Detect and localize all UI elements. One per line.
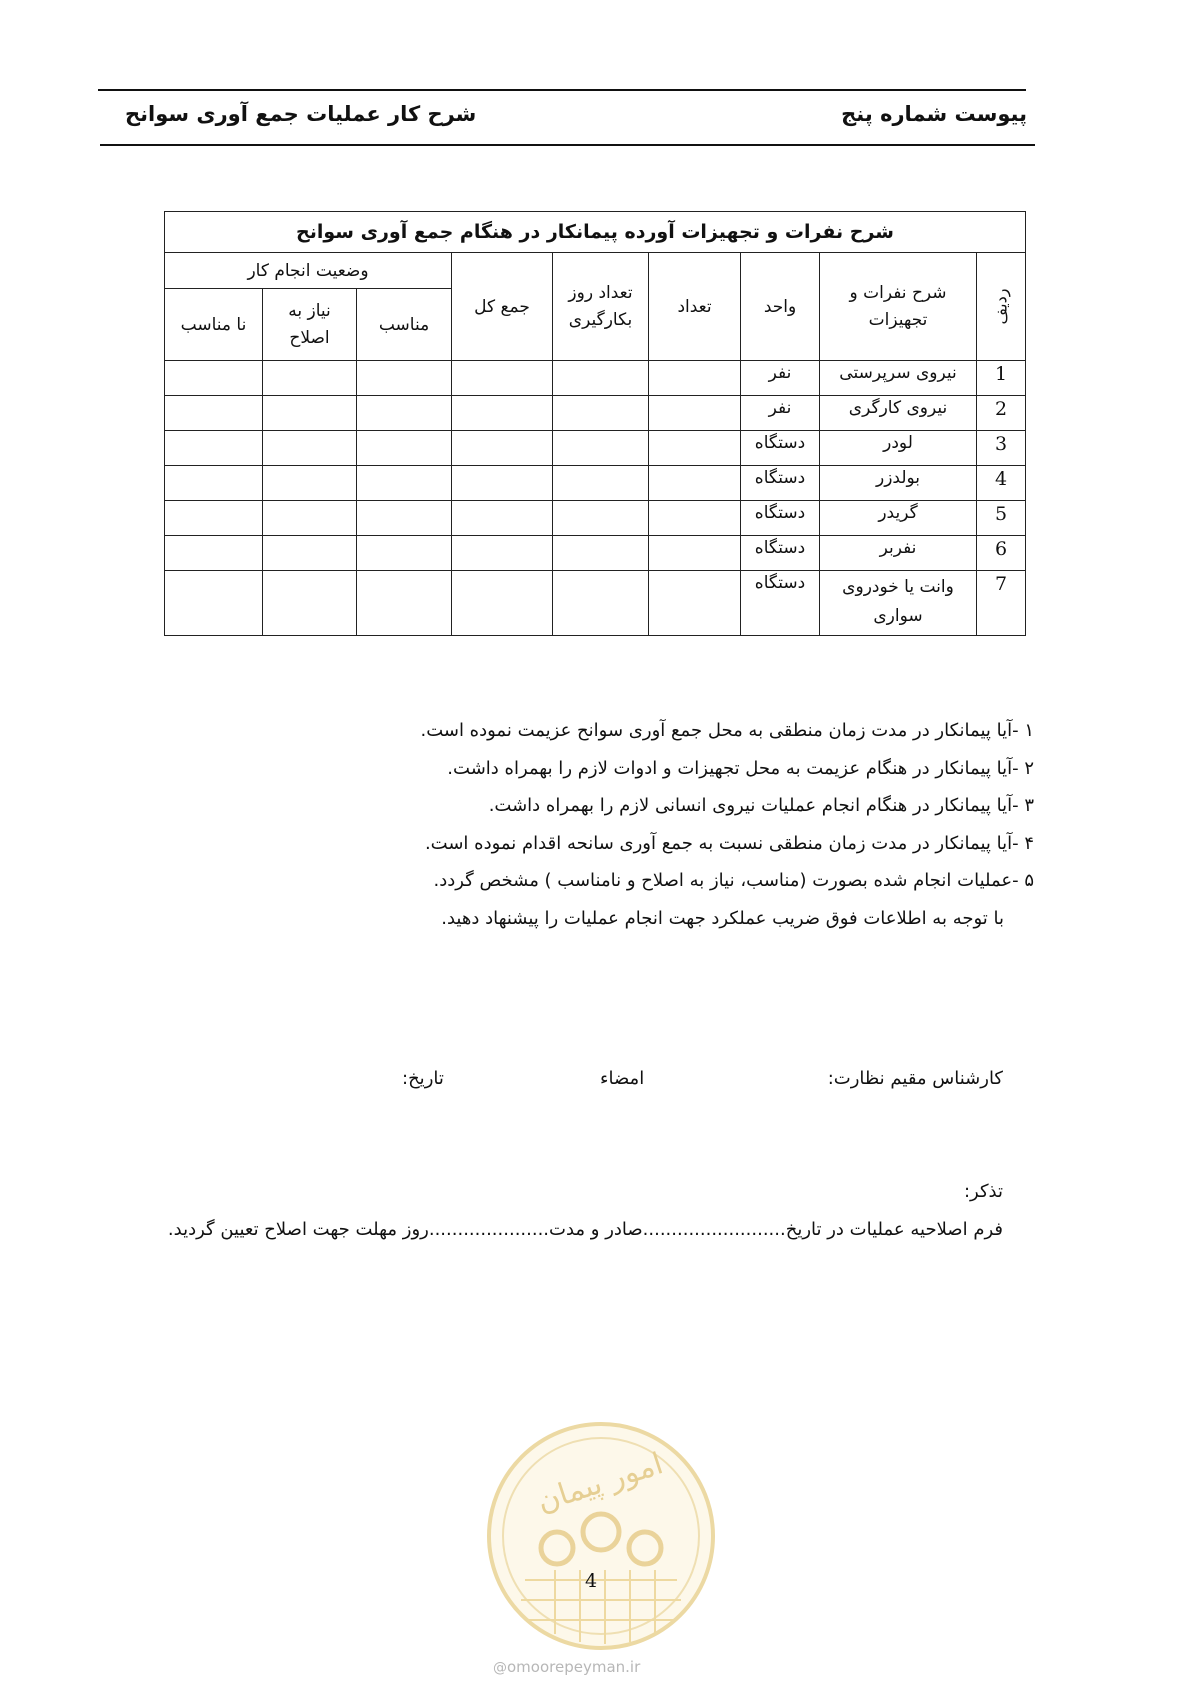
row-total bbox=[452, 431, 553, 466]
row-number: 3 bbox=[977, 431, 1026, 466]
omoore-peyman-seal-logo bbox=[485, 1420, 717, 1652]
note-text: فرم اصلاحیه عملیات در تاریخ.........................صادر و مدت.....................روز مهلت جهت اصلاح تعیین گردید. bbox=[167, 1219, 1003, 1240]
row-total bbox=[452, 571, 553, 636]
row-suitable bbox=[357, 571, 452, 636]
question-list bbox=[420, 712, 1034, 937]
row-description: نفربر bbox=[820, 536, 977, 571]
row-suitable bbox=[357, 431, 452, 466]
header-top-rule bbox=[98, 89, 1026, 91]
row-unsuitable bbox=[165, 571, 263, 636]
table-row bbox=[165, 361, 1026, 396]
row-count bbox=[649, 396, 741, 431]
row-suitable bbox=[357, 361, 452, 396]
row-unsuitable bbox=[165, 501, 263, 536]
column-header-unsuitable: نا مناسب bbox=[165, 289, 263, 361]
header-bottom-rule bbox=[100, 144, 1035, 146]
row-description: لودر bbox=[820, 431, 977, 466]
row-days bbox=[553, 501, 649, 536]
column-header-description: شرح نفرات و تجهیزات bbox=[820, 253, 977, 361]
question-item: ۵ -عملیات انجام شده بصورت (مناسب، نیاز به اصلاح و نامناسب ) مشخص گردد. bbox=[433, 870, 1034, 891]
row-count bbox=[649, 501, 741, 536]
row-needs-fix bbox=[263, 361, 357, 396]
row-count bbox=[649, 431, 741, 466]
row-description: وانت یا خودروی سواری bbox=[820, 571, 977, 636]
column-header-needs-fix: نیاز به اصلاح bbox=[263, 289, 357, 361]
row-number: 5 bbox=[977, 501, 1026, 536]
row-needs-fix bbox=[263, 501, 357, 536]
row-days bbox=[553, 466, 649, 501]
crew-equipment-table bbox=[164, 211, 1026, 636]
row-description: بولدزر bbox=[820, 466, 977, 501]
row-unit: دستگاه bbox=[741, 431, 820, 466]
table-body bbox=[165, 361, 1026, 636]
question-item: ۱ -آیا پیمانکار در مدت زمان منطقی به محل جمع آوری سوانح عزیمت نموده است. bbox=[420, 720, 1034, 741]
table-row bbox=[165, 536, 1026, 571]
row-needs-fix bbox=[263, 571, 357, 636]
row-unsuitable bbox=[165, 536, 263, 571]
row-number: 4 bbox=[977, 466, 1026, 501]
at-icon: @ bbox=[493, 1660, 507, 1676]
note-title: تذکر: bbox=[963, 1181, 1003, 1202]
row-number: 2 bbox=[977, 396, 1026, 431]
row-total bbox=[452, 361, 553, 396]
row-unit: نفر bbox=[741, 396, 820, 431]
row-unit: دستگاه bbox=[741, 501, 820, 536]
row-number: 7 bbox=[977, 571, 1026, 636]
date-label: تاریخ: bbox=[402, 1068, 444, 1089]
row-suitable bbox=[357, 396, 452, 431]
column-header-suitable: مناسب bbox=[357, 289, 452, 361]
row-needs-fix bbox=[263, 431, 357, 466]
row-unit: دستگاه bbox=[741, 466, 820, 501]
row-description: نیروی کارگری bbox=[820, 396, 977, 431]
row-needs-fix bbox=[263, 536, 357, 571]
row-count bbox=[649, 466, 741, 501]
row-description: گریدر bbox=[820, 501, 977, 536]
row-unit: دستگاه bbox=[741, 571, 820, 636]
row-days bbox=[553, 396, 649, 431]
table-row bbox=[165, 396, 1026, 431]
table-row bbox=[165, 431, 1026, 466]
instruction-line: با توجه به اطلاعات فوق ضریب عملکرد جهت انجام عملیات را پیشنهاد دهید. bbox=[441, 907, 1004, 929]
column-header-days: تعداد روز بکارگیری bbox=[553, 253, 649, 361]
row-days bbox=[553, 536, 649, 571]
row-total bbox=[452, 466, 553, 501]
row-unsuitable bbox=[165, 396, 263, 431]
column-header-status-group: وضعیت انجام کار bbox=[165, 253, 452, 289]
row-description: نیروی سرپرستی bbox=[820, 361, 977, 396]
row-total bbox=[452, 536, 553, 571]
question-item: ۲ -آیا پیمانکار در هنگام عزیمت به محل تجهیزات و ادوات لازم را بهمراه داشت. bbox=[447, 757, 1034, 779]
row-unit: دستگاه bbox=[741, 536, 820, 571]
row-number: 6 bbox=[977, 536, 1026, 571]
expert-label: کارشناس مقیم نظارت: bbox=[827, 1068, 1003, 1089]
table-row bbox=[165, 501, 1026, 536]
table-row bbox=[165, 571, 1026, 636]
question-item: ۴ -آیا پیمانکار در مدت زمان منطقی نسبت به جمع آوری سانحه اقدام نموده است. bbox=[424, 832, 1034, 854]
row-total bbox=[452, 396, 553, 431]
appendix-title: پیوست شماره پنج bbox=[841, 102, 1027, 126]
row-unsuitable bbox=[165, 466, 263, 501]
row-count bbox=[649, 536, 741, 571]
row-days bbox=[553, 361, 649, 396]
row-suitable bbox=[357, 501, 452, 536]
section-title: شرح کار عملیات جمع آوری سوانح bbox=[125, 102, 477, 126]
column-header-row-number: ردیف bbox=[977, 253, 1026, 361]
row-suitable bbox=[357, 466, 452, 501]
column-header-count: تعداد bbox=[649, 253, 741, 361]
row-needs-fix bbox=[263, 396, 357, 431]
row-unsuitable bbox=[165, 431, 263, 466]
page-number: 4 bbox=[585, 1570, 598, 1592]
row-needs-fix bbox=[263, 466, 357, 501]
row-days bbox=[553, 431, 649, 466]
column-header-unit: واحد bbox=[741, 253, 820, 361]
row-days bbox=[553, 571, 649, 636]
table-row bbox=[165, 466, 1026, 501]
table-caption: شرح نفرات و تجهیزات آورده پیمانکار در هنگام جمع آوری سوانح bbox=[165, 212, 1026, 253]
row-total bbox=[452, 501, 553, 536]
row-count bbox=[649, 571, 741, 636]
row-suitable bbox=[357, 536, 452, 571]
column-header-total: جمع کل bbox=[452, 253, 553, 361]
row-unsuitable bbox=[165, 361, 263, 396]
svg-text:امور پیمان: امور پیمان bbox=[532, 1446, 668, 1520]
signature-label: امضاء bbox=[600, 1068, 645, 1089]
row-number: 1 bbox=[977, 361, 1026, 396]
question-item: ۳ -آیا پیمانکار در هنگام انجام عملیات نیروی انسانی لازم را بهمراه داشت. bbox=[488, 795, 1034, 816]
watermark-url: @omoorepeyman.ir bbox=[493, 1658, 641, 1676]
row-unit: نفر bbox=[741, 361, 820, 396]
row-count bbox=[649, 361, 741, 396]
